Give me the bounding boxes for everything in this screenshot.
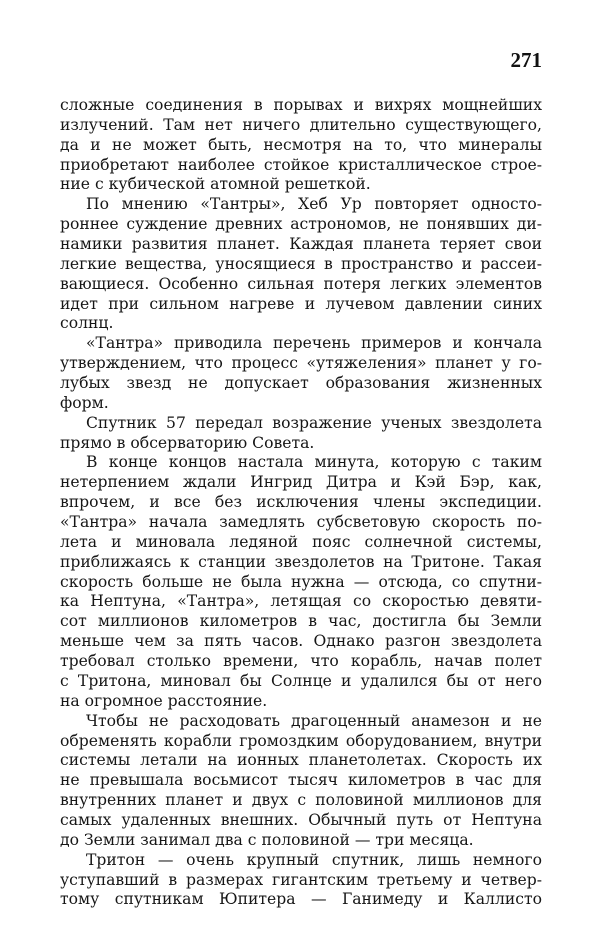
- text-line: не превышала восьмисот тысяч километров в час для: [60, 771, 542, 790]
- text-line: ка Нептуна, «Тантра», летящая со скоростью девяти-: [60, 592, 542, 611]
- text-line: лета и миновала ледяной пояс солнечной системы,: [60, 532, 542, 551]
- text-line: утверждением, что процесс «утяжеления» планет у го-: [60, 354, 542, 373]
- text-line: Чтобы не расходовать драгоценный анамезон и не: [86, 711, 542, 730]
- page-number: 271: [510, 48, 542, 72]
- text-line: намики развития планет. Каждая планета теряет свои: [60, 235, 542, 254]
- text-line: меньше чем за пять часов. Однако разгон звездолета: [60, 632, 542, 651]
- text-line: Тритон — очень крупный спутник, лишь немного: [86, 850, 542, 869]
- text-line: сложные соединения в порывах и вихрях мощнейших: [60, 96, 542, 114]
- text-line: форм.: [60, 393, 109, 412]
- text-line: «Тантра» приводила перечень примеров и кончала: [86, 334, 542, 353]
- text-line: «Тантра» начала замедлять субсветовую скорость по-: [60, 513, 542, 532]
- text-line: прямо в обсерваторию Совета.: [60, 433, 315, 452]
- text-line: лубых звезд не допускает образования жизненных: [60, 374, 542, 393]
- text-line: солнц.: [60, 314, 114, 333]
- text-line: приближаясь к станции звездолетов на Тритоне. Такая: [60, 552, 542, 571]
- text-line: Спутник 57 передал возражение ученых звездолета: [86, 413, 542, 432]
- text-line: обременять корабли громоздким оборудованием, внутри: [60, 731, 542, 750]
- text-line: тому спутникам Юпитера — Ганимеду и Каллисто: [60, 890, 542, 909]
- text-line: скорость больше не была нужна — отсюда, со спутни-: [60, 572, 542, 591]
- text-line: вающиеся. Особенно сильная потеря легких элементов: [60, 274, 542, 293]
- paragraph: [60, 851, 542, 911]
- text-line: требовал столько времени, что корабль, начав полет: [60, 652, 542, 671]
- text-line: роннее суждение древних астрономов, не понявших ди-: [60, 215, 542, 234]
- text-line: уступавший в размерах гигантским третьему и четвер-: [60, 870, 542, 889]
- text-line: В конце концов настала минута, которую с таким: [86, 453, 542, 472]
- text-line: на огромное расстояние.: [60, 691, 268, 710]
- text-line: да и не может быть, несмотря на то, что минералы: [60, 135, 542, 154]
- text-line: до Земли занимал два с половиной — три месяца.: [60, 830, 474, 849]
- text-line: ние с кубической атомной решеткой.: [60, 175, 371, 194]
- paragraph: [60, 414, 542, 454]
- text-line: идет при сильном нагреве и лучевом давлении синих: [60, 294, 542, 313]
- paragraph: [60, 96, 542, 195]
- paragraph: [60, 453, 542, 711]
- text-line: внутренних планет и двух с половиной миллионов для: [60, 791, 542, 810]
- text-line: сот миллионов километров в час, достигла бы Земли: [60, 612, 542, 631]
- paragraph: [60, 195, 542, 334]
- paragraph: [60, 712, 542, 851]
- text-line: с Тритона, миновал бы Солнце и удалился бы от него: [60, 671, 542, 690]
- text-line: легкие вещества, уносящиеся в пространство и рассеи-: [60, 254, 542, 273]
- text-line: По мнению «Тантры», Хеб Ур повторяет односто-: [86, 195, 542, 214]
- text-line: нетерпением ждали Ингрид Дитра и Кэй Бэр, как,: [60, 473, 542, 492]
- text-line: приобретают наиболее стойкое кристаллическое строе-: [60, 155, 542, 174]
- paragraph: [60, 334, 542, 413]
- text-line: самых удаленных внешних. Обычный путь от Нептуна: [60, 810, 542, 829]
- text-line: впрочем, и все без исключения члены экспедиции.: [60, 493, 542, 512]
- body-text: [60, 96, 542, 910]
- text-line: излучений. Там нет ничего длительно существующего,: [60, 115, 542, 134]
- text-line: системы летали на ионных планетолетах. Скорость их: [60, 751, 542, 770]
